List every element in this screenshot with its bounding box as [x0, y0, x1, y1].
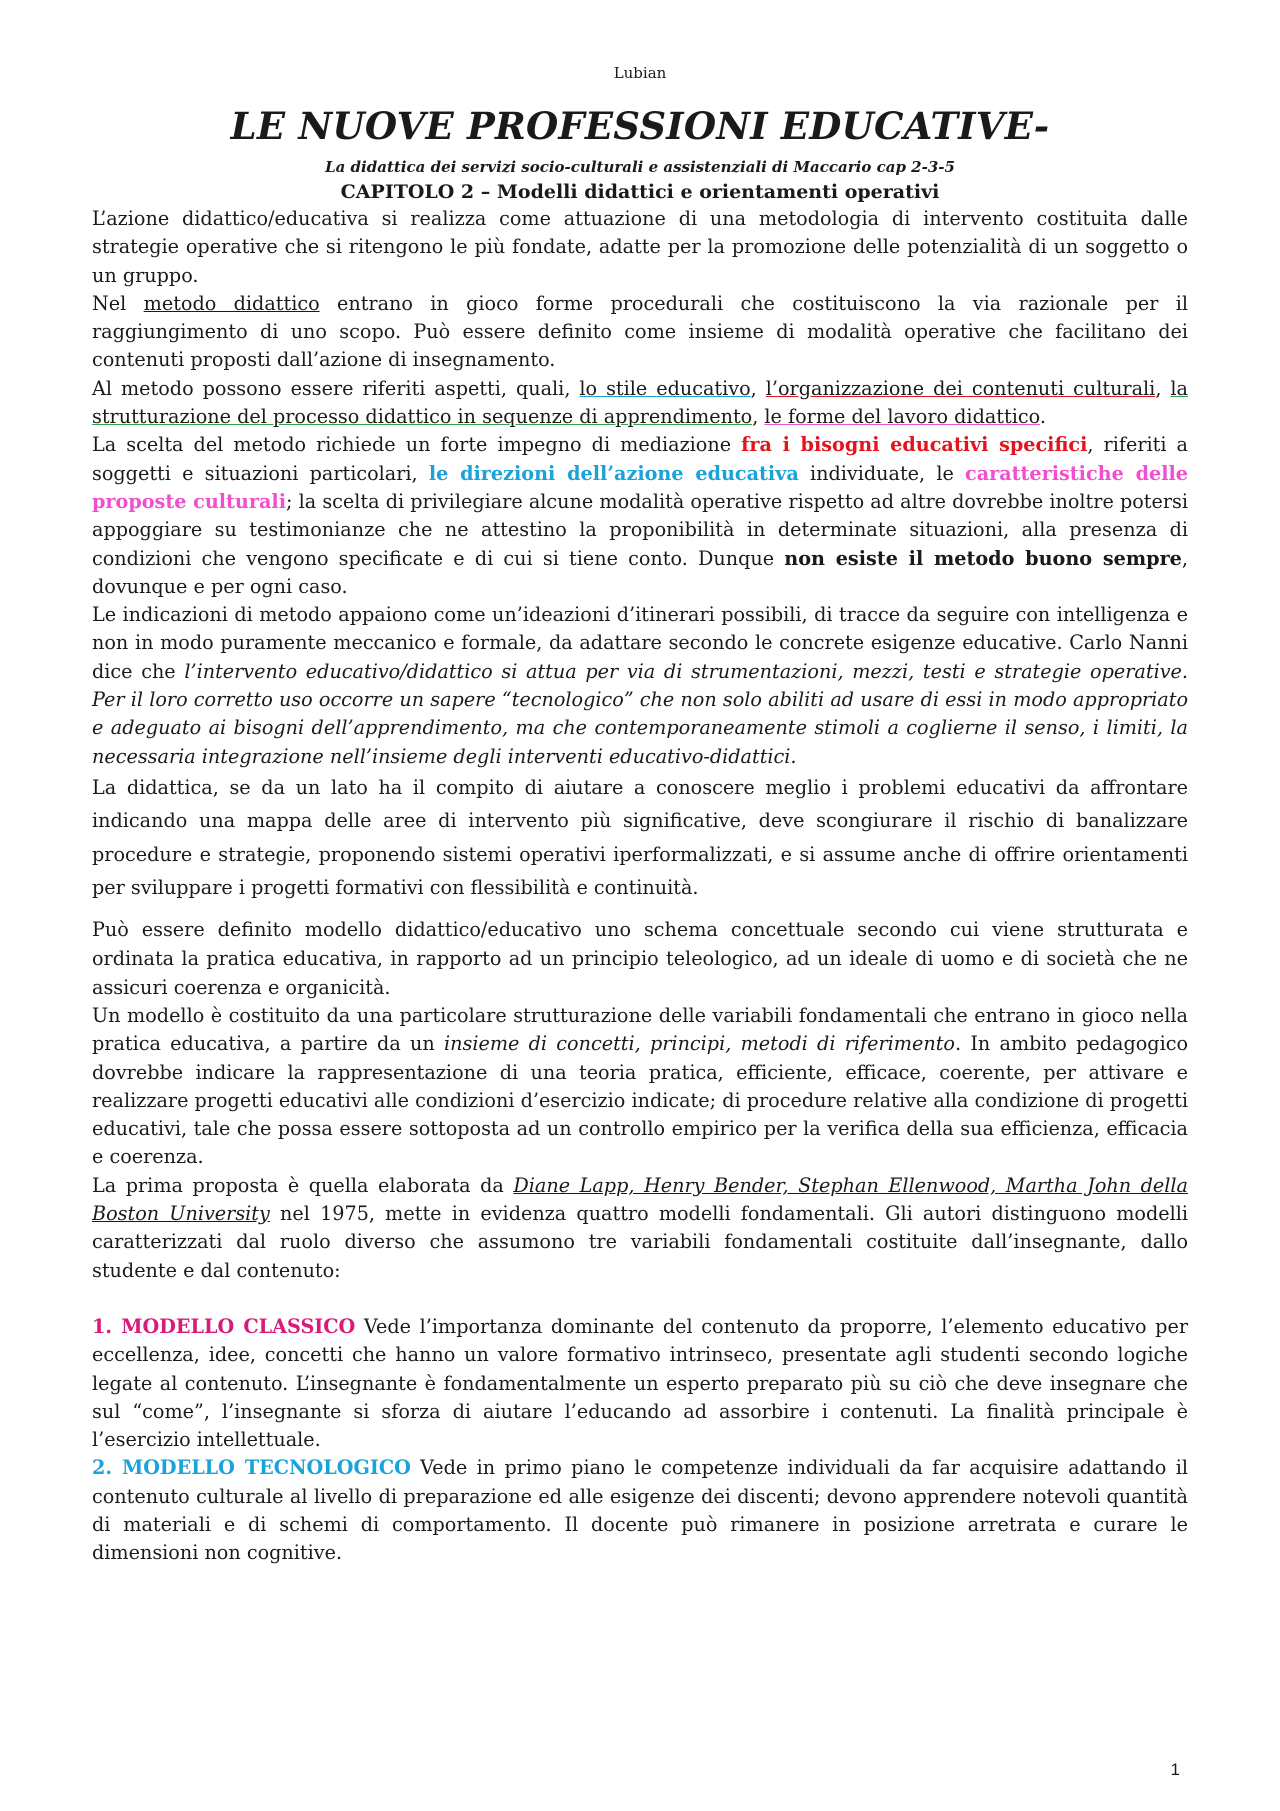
- text: . In ambito pedagogico dovrebbe indicare la rappresentazione di una teoria pratica, efficiente, efficace, coerente, per attivare e realizzare progetti educativi alle condizioni d’esercizio indicate; di procedure relative alla condizione di progetti educativi, tale che possa essere sottoposta ad un controllo empirico per la verifica della sua efficienza, efficacia e coerenza.: [92, 1032, 1189, 1169]
- page-header: Lubian: [613, 64, 667, 82]
- organizzazione-term: l’organizzazione dei contenuti culturali: [765, 376, 1156, 400]
- highlight-bisogni: fra i bisogni educativi specifici: [741, 433, 1088, 457]
- nanni-quote: l’intervento educativo/didattico si attua per via di strumentazioni, mezzi, testi e strategie operative. Per il loro corretto uso occorre un sapere “tecnologico” che non solo abiliti ad usare di essi in modo appropriato e adeguato ai bisogni dell’apprendimento, ma che contemporaneamente stimoli a coglierne il senso, i limiti, la necessaria integrazione nell’insieme degli interventi educativo-didattici.: [92, 659, 1188, 768]
- authors-reference: Diane Lapp, Henry Bender, Stephan Ellenwood, Martha John della Boston University: [92, 1173, 1188, 1226]
- text: ,: [752, 405, 765, 429]
- paragraph-2: [92, 290, 1188, 375]
- highlight-direzioni: le direzioni dell’azione educativa: [428, 461, 799, 485]
- stile-educativo-term: lo stile educativo: [579, 376, 751, 400]
- text: .: [1039, 405, 1046, 429]
- text: Al metodo possono essere riferiti aspetti, quali,: [92, 376, 580, 400]
- text: ,: [1155, 376, 1171, 400]
- insieme-concetti-term: insieme di concetti, principi, metodi di riferimento: [444, 1032, 955, 1056]
- bold-metodo-buono: non esiste il metodo buono sempre: [784, 546, 1182, 570]
- text: La scelta del metodo richiede un forte impegno di mediazione: [92, 433, 742, 457]
- text: Vede in primo piano le competenze individuali da far acquisire adattando il contenuto culturale al livello di preparazione ed alle esigenze dei discenti; devono apprendere notevoli quantità di materiali e di schemi di comportamento. Il docente può rimanere in posizione arretrata e curare le dimensioni non cognitive.: [92, 1456, 1188, 1565]
- paragraph-4: [92, 431, 1188, 601]
- text: ,: [750, 376, 766, 400]
- paragraph-5: [92, 601, 1188, 771]
- chapter-heading: CAPITOLO 2 – Modelli didattici e orientamenti operativi: [340, 181, 940, 203]
- paragraph-8: [92, 1002, 1188, 1172]
- paragraph-1: L’azione didattico/educativa si realizza come attuazione di una metodologia di intervento costituita dalle strategie operative che si ritengono le più fondate, adatte per la promozione delle potenzialità di un soggetto o un gruppo.: [92, 207, 1188, 287]
- model-tecnologico-label: 2. MODELLO TECNOLOGICO: [92, 1456, 411, 1480]
- document-subtitle: La didattica dei servizi socio-culturali e assistenziali di Maccario cap 2-3-5: [325, 158, 955, 176]
- text: nel 1975, mette in evidenza quattro modelli fondamentali. Gli autori distinguono modelli caratterizzati dal ruolo diverso che assumono tre variabili fondamentali costituite dall’insegnante, dallo studente e dal contenuto:: [92, 1202, 1188, 1282]
- document-title: LE NUOVE PROFESSIONI EDUCATIVE-: [230, 104, 1050, 148]
- highlight-caratteristiche: caratteristiche delle proposte culturali: [92, 461, 1188, 513]
- text: Le indicazioni di metodo appaiono come un’ideazioni d’itinerari possibili, di tracce da seguire con intelligenza e non in modo puramente meccanico e formale, da adattare secondo le concrete esigenze educative. Carlo Nanni dice che: [92, 603, 1188, 683]
- paragraph-6: La didattica, se da un lato ha il compito di aiutare a conoscere meglio i problemi educativi da affrontare indicando una mappa delle aree di intervento più significative, deve scongiurare il rischio di banalizzare procedure e strategie, proponendo sistemi operativi iperformalizzati, e si assume anche di offrire orientamenti per sviluppare i progetti formativi con flessibilità e continuità.: [92, 775, 1188, 900]
- spacer: [92, 1285, 1188, 1313]
- model-classico: [92, 1313, 1188, 1454]
- text: entrano in gioco forme procedurali che costituiscono la via razionale per il raggiungimento di uno scopo. Può essere definito come insieme di modalità operative che facilitano dei contenuti proposti dall’azione di insegnamento.: [92, 291, 1189, 372]
- text: Nel: [92, 291, 144, 315]
- text: ; la scelta di privilegiare alcune modalità operative rispetto ad altre dovrebbe inoltre potersi appoggiare su testimonianze che ne attestino la proponibilità in determinate situazioni, alla presenza di condizioni che vengono specificate e di cui si tiene conto. Dunque: [92, 489, 1188, 570]
- document-page: [92, 0, 1188, 1568]
- paragraph-7: Può essere definito modello didattico/educativo uno schema concettuale secondo cui viene strutturata e ordinata la pratica educativa, in rapporto ad un principio teleologico, ad un ideale di uomo e di società che ne assicuri coerenza e organicità.: [92, 917, 1188, 999]
- paragraph-3: [92, 375, 1188, 432]
- text: Vede l’importanza dominante del contenuto da proporre, l’elemento educativo per eccellenza, idee, concetti che hanno un valore formativo intrinseco, presentate agli studenti secondo logiche legate al contenuto. L’insegnante è fondamentalmente un esperto preparato più su ciò che deve insegnare che sul “come”, l’insegnante si sforza di aiutare l’educando ad assorbire i contenuti. La finalità principale è l’esercizio intellettuale.: [92, 1314, 1188, 1452]
- model-classico-label: 1. MODELLO CLASSICO: [92, 1314, 356, 1338]
- text: , riferiti a soggetti e situazioni particolari,: [92, 433, 1188, 485]
- paragraph-9: [92, 1172, 1188, 1285]
- text: La prima proposta è quella elaborata da: [92, 1173, 514, 1197]
- text: individuate, le: [798, 461, 966, 485]
- model-tecnologico: [92, 1454, 1188, 1567]
- strutturazione-term: la strutturazione del processo didattico in sequenze di apprendimento: [92, 376, 1188, 429]
- text: , dovunque e per ogni caso.: [92, 546, 1188, 598]
- metodo-didattico-term: metodo didattico: [143, 291, 320, 315]
- forme-lavoro-term: le forme del lavoro didattico: [764, 405, 1040, 429]
- text: Un modello è costituito da una particolare strutturazione delle variabili fondamentali che entrano in gioco nella pratica educativa, a partire da un: [92, 1003, 1188, 1056]
- page-number: 1: [1170, 1760, 1180, 1779]
